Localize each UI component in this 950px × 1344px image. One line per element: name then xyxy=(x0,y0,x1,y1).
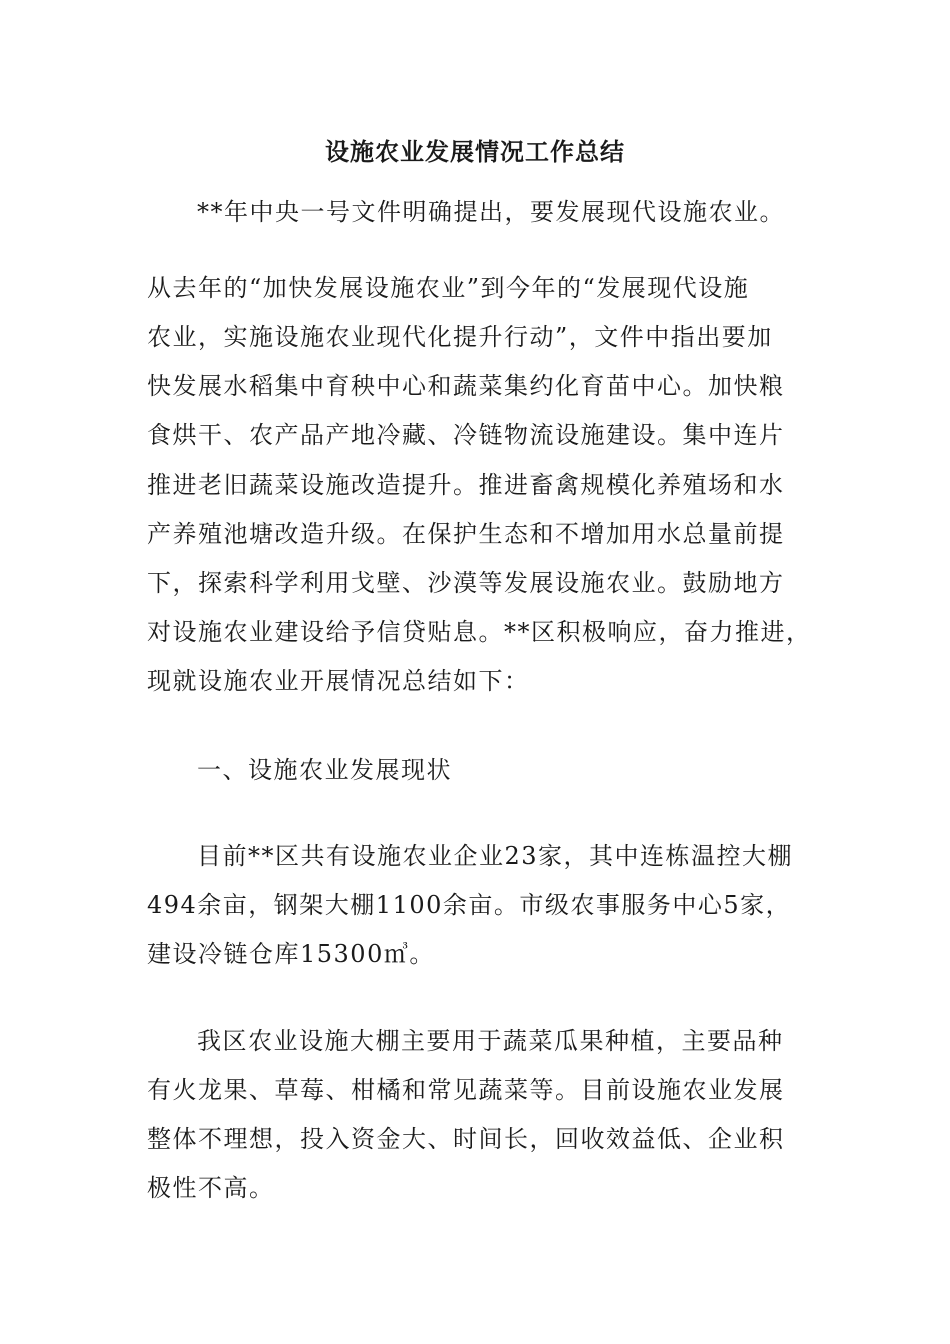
paragraph-line: 对设施农业建设给予信贷贴息。**区积极响应，奋力推进， xyxy=(147,618,812,646)
paragraph-line: 我区农业设施大棚主要用于蔬菜瓜果种植，主要品种 xyxy=(197,1027,784,1055)
paragraph-line: **年中央一号文件明确提出，要发展现代设施农业。 xyxy=(197,198,785,226)
paragraph-line: 农业，实施设施农业现代化提升行动”，文件中指出要加 xyxy=(147,323,773,351)
paragraph-line: 整体不理想，投入资金大、时间长，回收效益低、企业积 xyxy=(147,1125,785,1153)
paragraph-line: 下，探索科学利用戈壁、沙漠等发展设施农业。鼓励地方 xyxy=(147,569,785,597)
paragraph-line: 从去年的“加快发展设施农业”到今年的“发展现代设施 xyxy=(147,274,750,302)
paragraph-line: 494余亩，钢架大棚1100余亩。市级农事服务中心5家， xyxy=(147,891,792,919)
paragraph-line: 产养殖池塘改造升级。在保护生态和不增加用水总量前提 xyxy=(147,520,785,548)
section-heading: 一、设施农业发展现状 xyxy=(197,756,452,784)
paragraph-line: 目前**区共有设施农业企业23家，其中连栋温控大棚 xyxy=(197,842,794,870)
document-title: 设施农业发展情况工作总结 xyxy=(325,137,625,166)
paragraph-line: 快发展水稻集中育秧中心和蔬菜集约化育苗中心。加快粮 xyxy=(147,372,785,400)
paragraph-line: 建设冷链仓库15300㎥。 xyxy=(147,940,435,968)
paragraph-line: 极性不高。 xyxy=(147,1174,275,1202)
paragraph-line: 有火龙果、草莓、柑橘和常见蔬菜等。目前设施农业发展 xyxy=(147,1076,785,1104)
paragraph-line: 推进老旧蔬菜设施改造提升。推进畜禽规模化养殖场和水 xyxy=(147,471,785,499)
paragraph-line: 现就设施农业开展情况总结如下： xyxy=(147,667,530,695)
paragraph-line: 食烘干、农产品产地冷藏、冷链物流设施建设。集中连片 xyxy=(147,421,785,449)
